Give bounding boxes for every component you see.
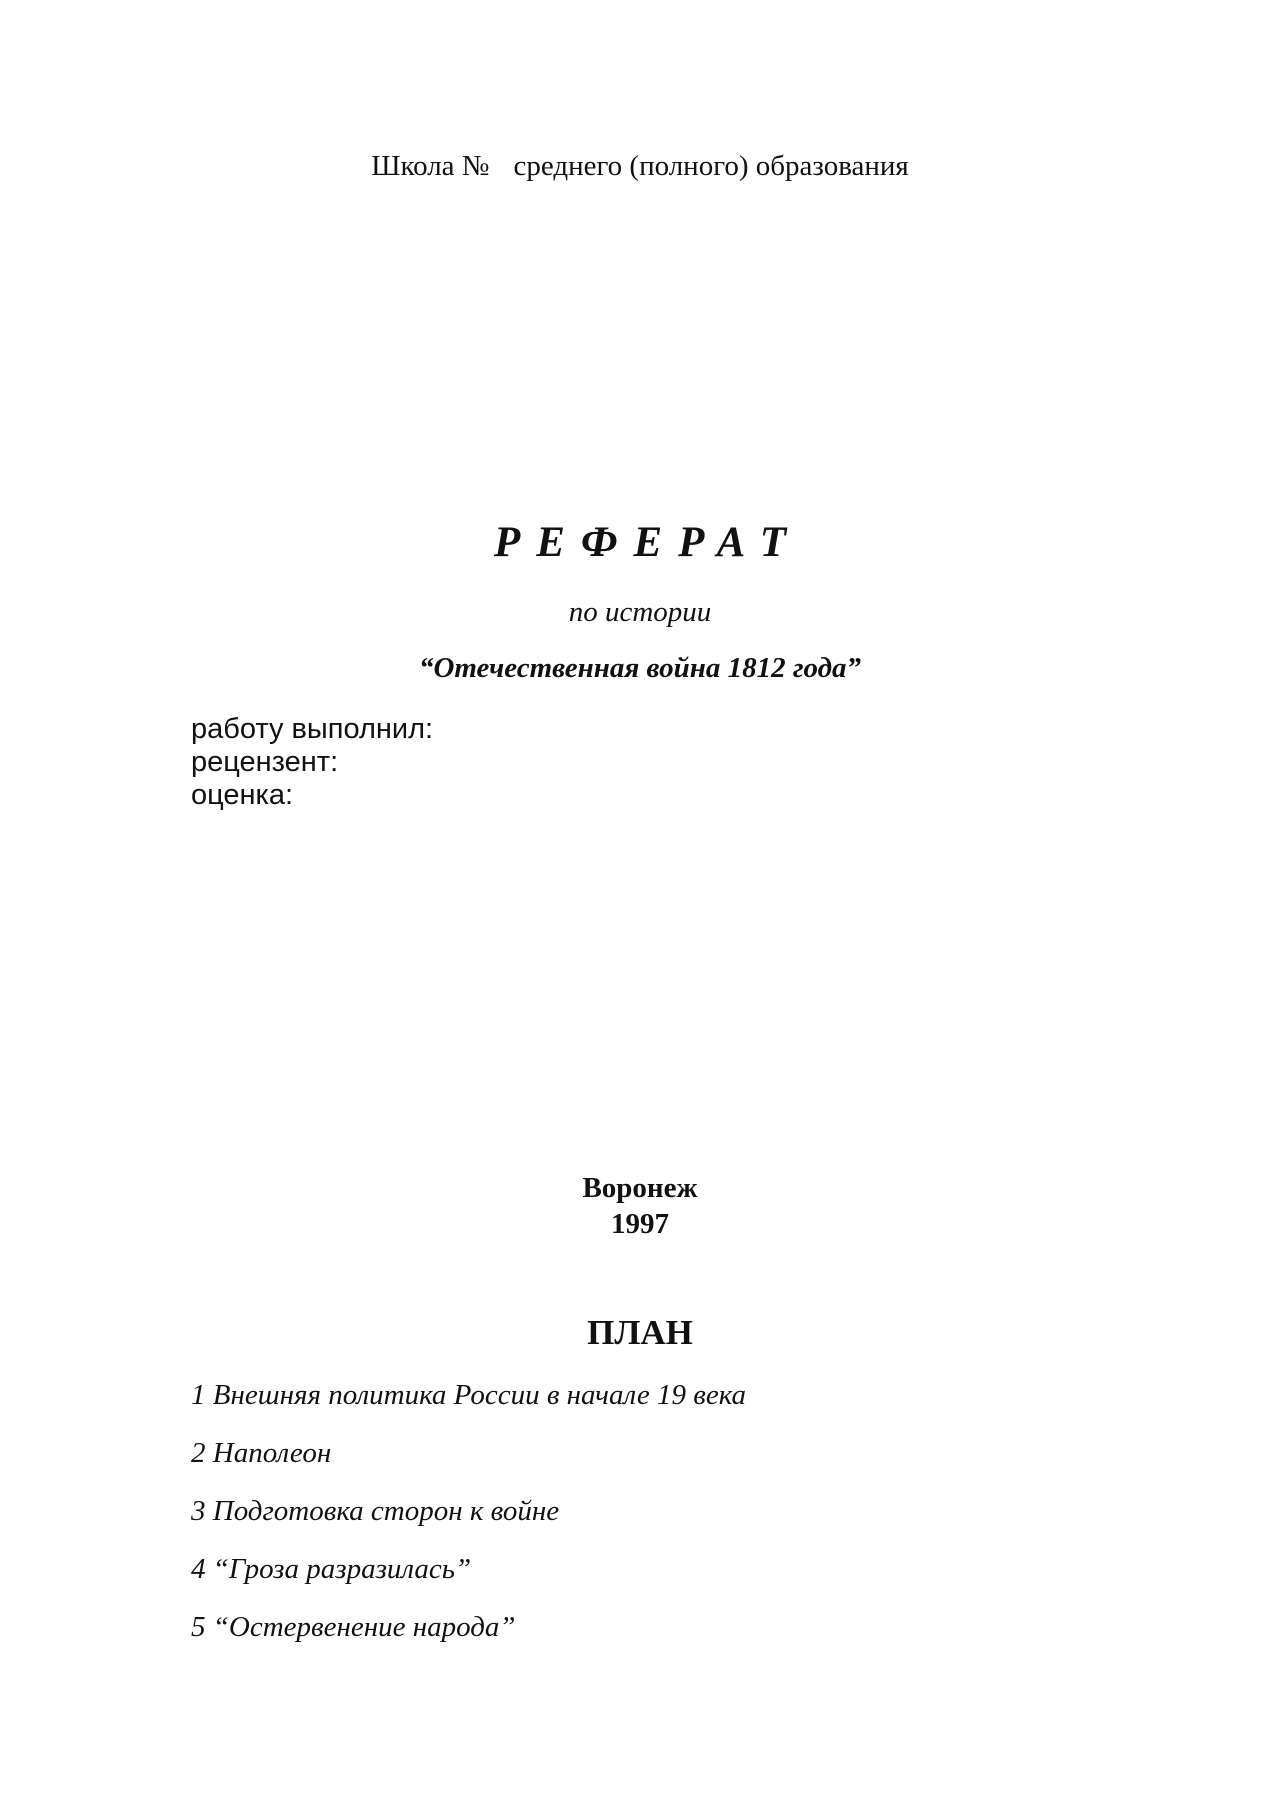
credits-block [191, 713, 433, 812]
grade-label: оценка: [191, 779, 294, 811]
school-line [0, 150, 1280, 183]
reviewer-label: рецензент: [191, 746, 339, 778]
document-topic: “Отечественная война 1812 года” [418, 652, 862, 684]
school-suffix: среднего (полного) образования [513, 150, 909, 182]
plan-item: 5 “Остервенение народа” [191, 1611, 516, 1643]
plan-item: 3 Подготовка сторон к войне [191, 1495, 560, 1527]
author-label: работу выполнил: [191, 713, 434, 745]
city-year-block [0, 1170, 1280, 1242]
plan-item: 4 “Гроза разразилась” [191, 1553, 472, 1585]
school-prefix: Школа № [371, 150, 490, 182]
city: Воронеж [582, 1172, 698, 1204]
plan-heading: ПЛАН [587, 1313, 693, 1352]
plan-item: 2 Наполеон [191, 1437, 332, 1469]
year: 1997 [611, 1208, 669, 1240]
document-title: РЕФЕРАТ [494, 519, 802, 566]
plan-item: 1 Внешняя политика России в начале 19 века [191, 1379, 747, 1411]
plan-list [191, 1375, 746, 1665]
document-subject: по истории [568, 596, 712, 628]
